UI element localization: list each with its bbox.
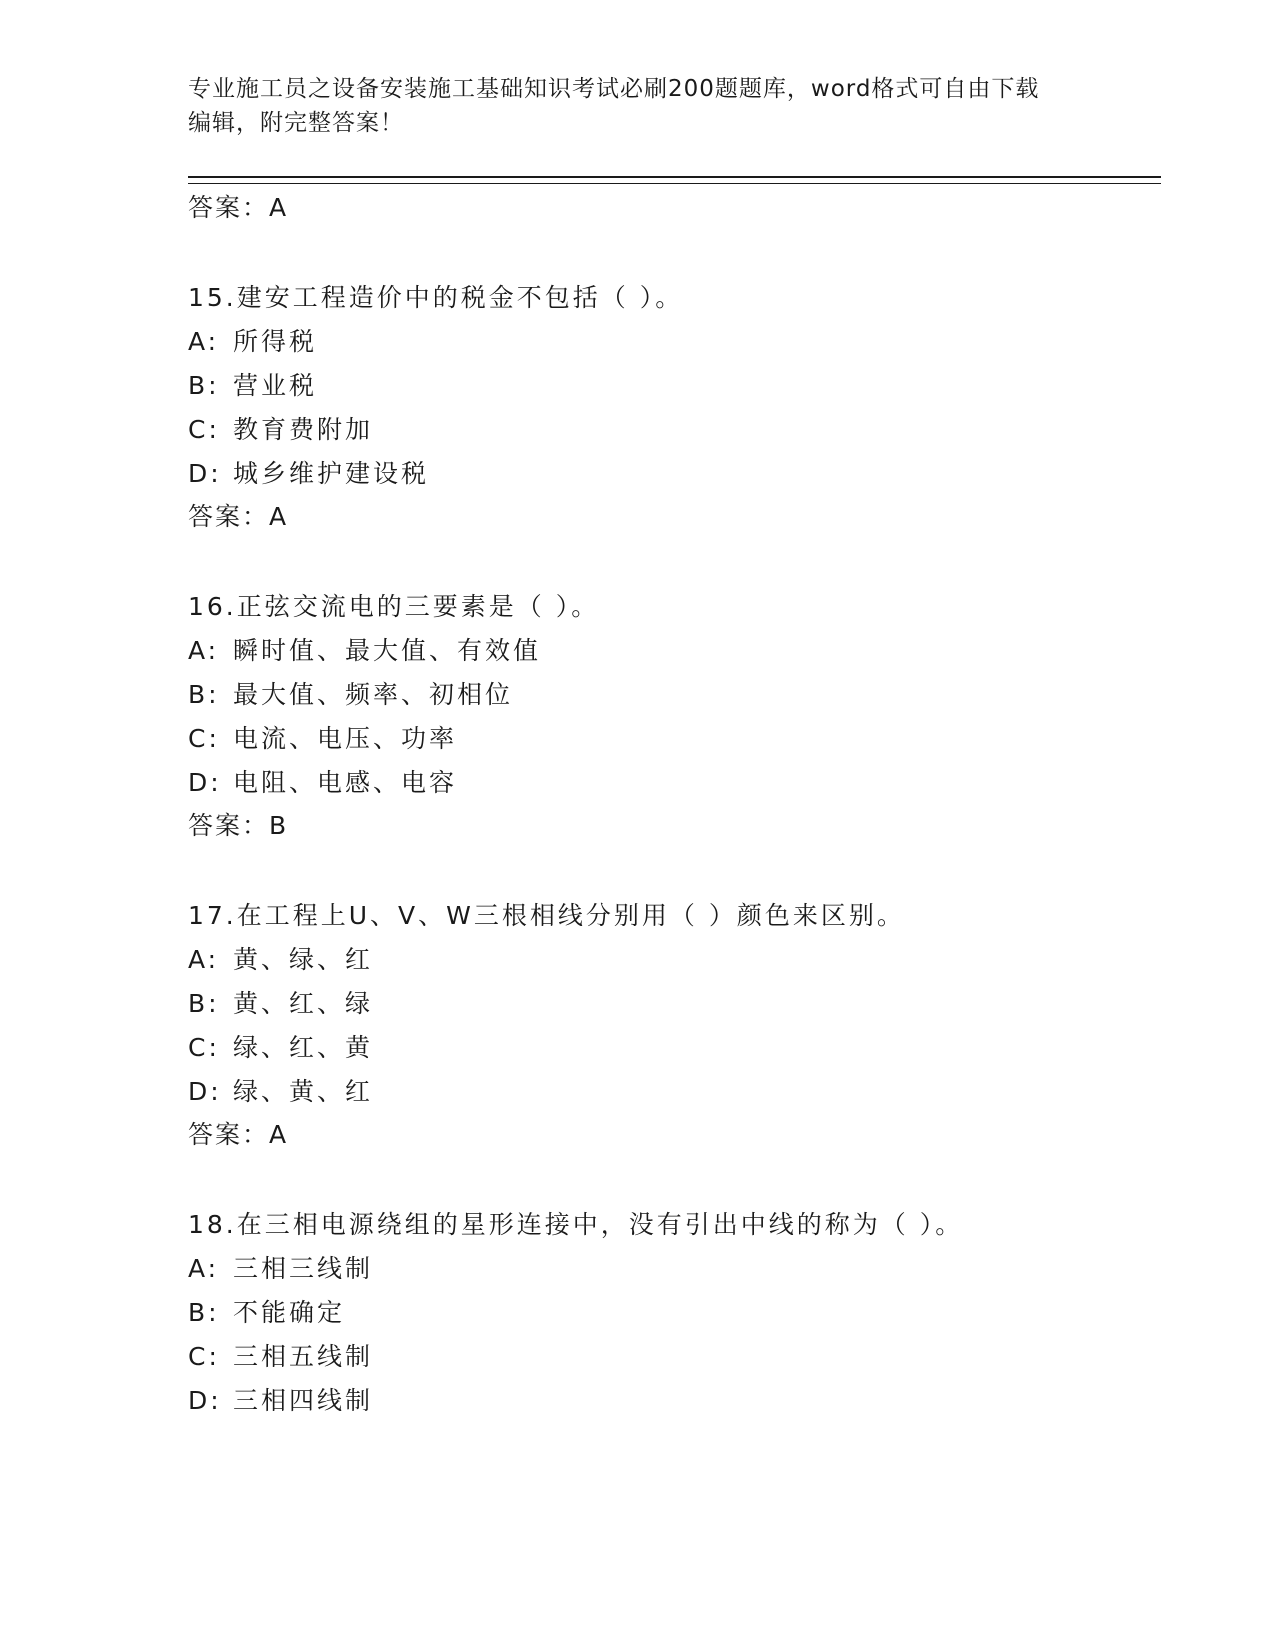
option-label: A: bbox=[188, 327, 220, 356]
option-line bbox=[188, 636, 541, 666]
option-text: 三相三线制 bbox=[233, 1254, 374, 1283]
option-label: D: bbox=[188, 1386, 222, 1415]
option-text: 三相四线制 bbox=[233, 1386, 374, 1415]
answer-line: 答案：A bbox=[188, 1120, 289, 1149]
option-text: 所得税 bbox=[233, 327, 318, 356]
option-line bbox=[188, 768, 457, 798]
option-line bbox=[188, 945, 373, 975]
option-label: C: bbox=[188, 724, 220, 753]
option-label: A: bbox=[188, 1254, 220, 1283]
option-text: 三相五线制 bbox=[233, 1342, 374, 1371]
answer-line: 答案：B bbox=[188, 811, 289, 840]
header-line-1: 专业施工员之设备安装施工基础知识考试必刷200题题库，word格式可自由下载 bbox=[188, 76, 1040, 102]
option-label: B: bbox=[188, 371, 220, 400]
header-divider bbox=[188, 176, 1161, 184]
answer-line: 答案：A bbox=[188, 193, 289, 222]
question-stem: 18.在三相电源绕组的星形连接中，没有引出中线的称为（ ）。 bbox=[188, 1210, 964, 1239]
answer-line: 答案：A bbox=[188, 502, 289, 531]
option-line bbox=[188, 1298, 345, 1328]
option-label: A: bbox=[188, 636, 220, 665]
option-line bbox=[188, 371, 317, 401]
option-label: C: bbox=[188, 1342, 220, 1371]
option-text: 电流、电压、功率 bbox=[233, 724, 458, 753]
option-label: B: bbox=[188, 989, 220, 1018]
question-stem: 16.正弦交流电的三要素是（ ）。 bbox=[188, 592, 600, 621]
option-line bbox=[188, 989, 373, 1019]
option-label: D: bbox=[188, 459, 222, 488]
option-text: 不能确定 bbox=[233, 1298, 346, 1327]
option-line bbox=[188, 1254, 373, 1284]
document-header bbox=[188, 72, 1088, 140]
option-label: C: bbox=[188, 1033, 220, 1062]
option-text: 瞬时值、最大值、有效值 bbox=[233, 636, 542, 665]
option-text: 黄、红、绿 bbox=[233, 989, 374, 1018]
option-line bbox=[188, 1077, 373, 1107]
option-text: 电阻、电感、电容 bbox=[233, 768, 458, 797]
option-line bbox=[188, 1033, 373, 1063]
option-text: 城乡维护建设税 bbox=[233, 459, 430, 488]
option-line bbox=[188, 459, 429, 489]
option-text: 绿、红、黄 bbox=[233, 1033, 374, 1062]
option-line bbox=[188, 724, 457, 754]
option-text: 营业税 bbox=[233, 371, 318, 400]
option-line bbox=[188, 327, 317, 357]
option-line bbox=[188, 415, 373, 445]
question-stem: 17.在工程上U、V、W三根相线分别用（ ）颜色来区别。 bbox=[188, 901, 905, 930]
option-label: D: bbox=[188, 1077, 222, 1106]
option-line bbox=[188, 680, 513, 710]
option-text: 最大值、频率、初相位 bbox=[233, 680, 514, 709]
option-label: B: bbox=[188, 1298, 220, 1327]
option-label: C: bbox=[188, 415, 220, 444]
option-line bbox=[188, 1386, 373, 1416]
option-text: 黄、绿、红 bbox=[233, 945, 374, 974]
option-text: 绿、黄、红 bbox=[233, 1077, 374, 1106]
option-label: B: bbox=[188, 680, 220, 709]
option-text: 教育费附加 bbox=[233, 415, 374, 444]
question-stem: 15.建安工程造价中的税金不包括（ ）。 bbox=[188, 283, 684, 312]
option-label: D: bbox=[188, 768, 222, 797]
option-label: A: bbox=[188, 945, 220, 974]
header-line-2: 编辑，附完整答案！ bbox=[188, 110, 404, 136]
option-line bbox=[188, 1342, 373, 1372]
